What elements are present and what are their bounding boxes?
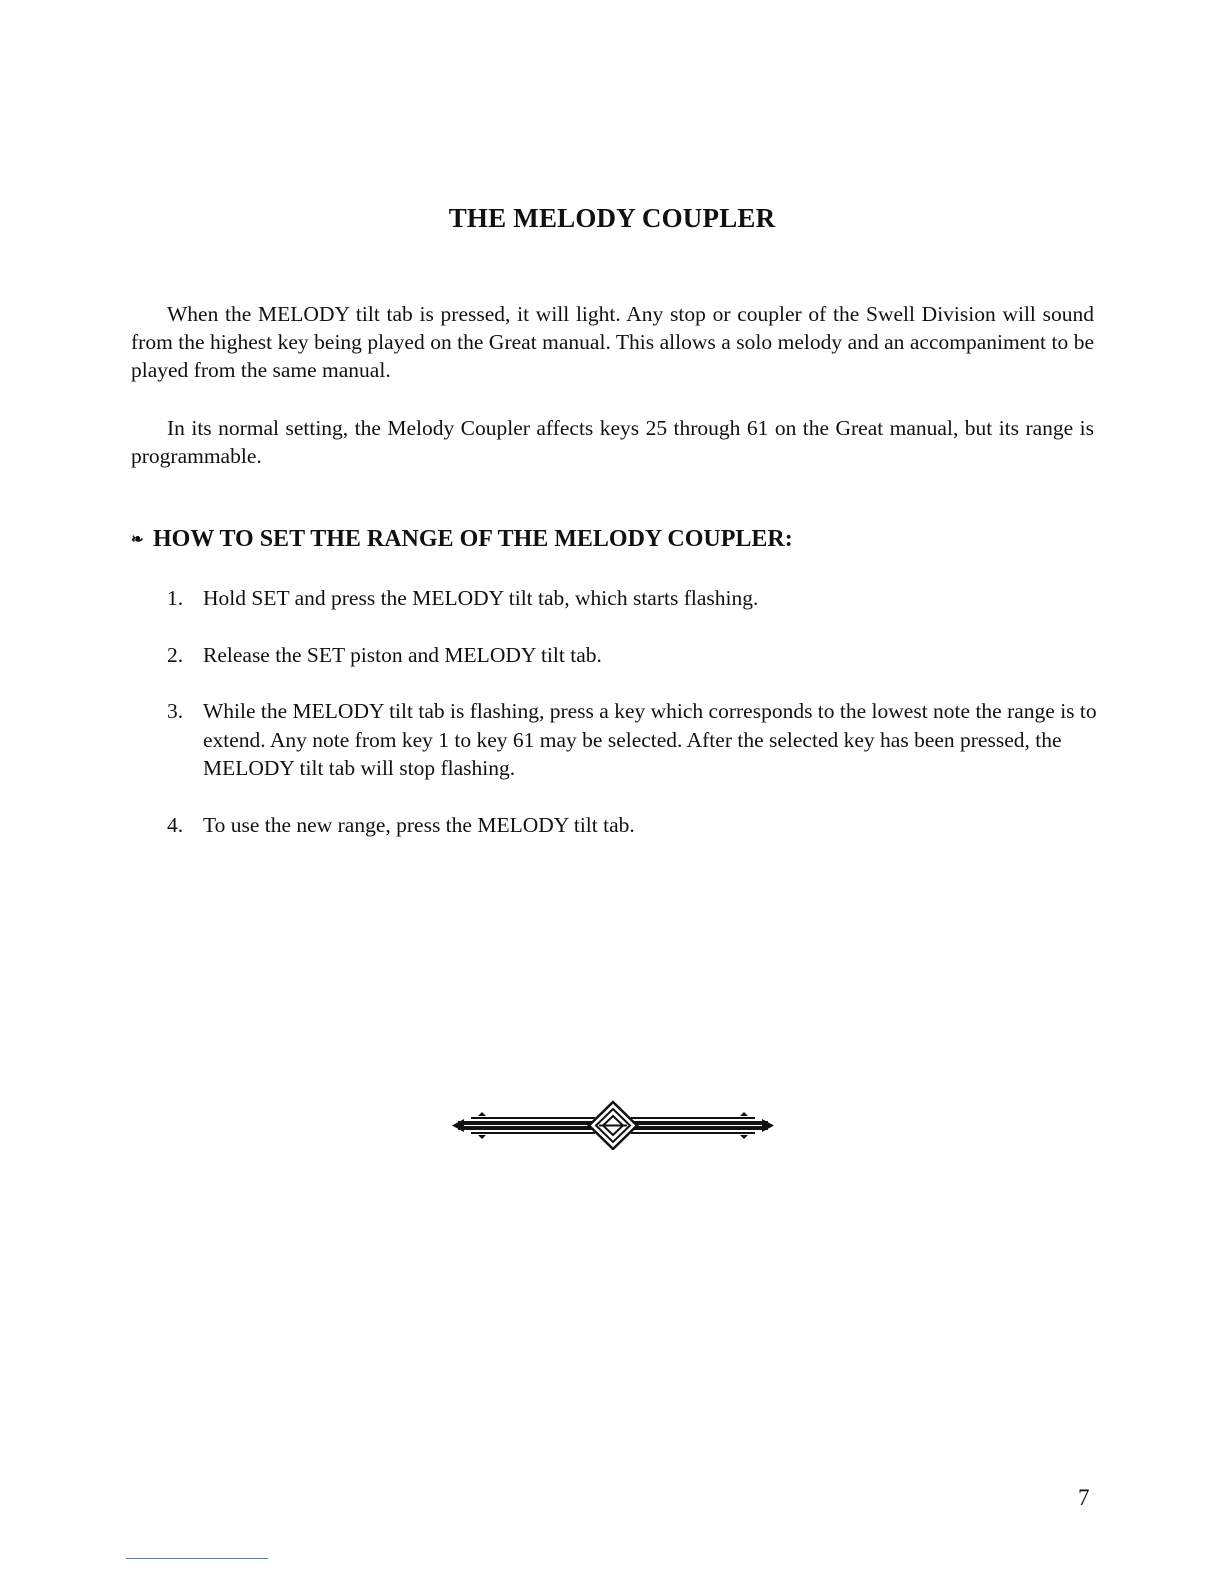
range-paragraph: In its normal setting, the Melody Coupler affects keys 25 through 61 on the Great manual, but its range is programmable. bbox=[131, 416, 1094, 468]
section-heading-text: HOW TO SET THE RANGE OF THE MELODY COUPLER: bbox=[153, 526, 793, 552]
step-item bbox=[167, 697, 1097, 783]
step-item bbox=[167, 811, 1097, 840]
page-title: THE MELODY COUPLER bbox=[448, 203, 776, 233]
step-text: To use the new range, press the MELODY tilt tab. bbox=[203, 813, 635, 837]
step-number: 4. bbox=[167, 813, 184, 837]
step-number: 3. bbox=[167, 699, 184, 723]
decorative-divider-icon bbox=[452, 1100, 774, 1150]
section-heading bbox=[131, 526, 793, 553]
step-text: Release the SET piston and MELODY tilt tab. bbox=[203, 643, 602, 667]
step-text: While the MELODY tilt tab is flashing, press a key which corresponds to the lowest note the range is to extend. Any note from key 1 to key 61 may be selected. After the selected key has been pressed, the MELODY tilt tab will stop flashing. bbox=[203, 699, 1097, 780]
page-number: 7 bbox=[1078, 1485, 1090, 1510]
step-item bbox=[167, 641, 1097, 670]
step-number: 1. bbox=[167, 586, 184, 610]
footer-rule bbox=[126, 1558, 268, 1559]
step-text: Hold SET and press the MELODY tilt tab, which starts flashing. bbox=[203, 586, 759, 610]
intro-paragraph: When the MELODY tilt tab is pressed, it will light. Any stop or coupler of the Swell Division will sound from the highest key being played on the Great manual. This allows a solo melody and an accompaniment to be played from the same manual. bbox=[131, 302, 1094, 382]
step-number: 2. bbox=[167, 643, 184, 667]
step-item bbox=[167, 584, 1097, 613]
fleuron-bullet-icon: ❧ bbox=[131, 532, 144, 548]
